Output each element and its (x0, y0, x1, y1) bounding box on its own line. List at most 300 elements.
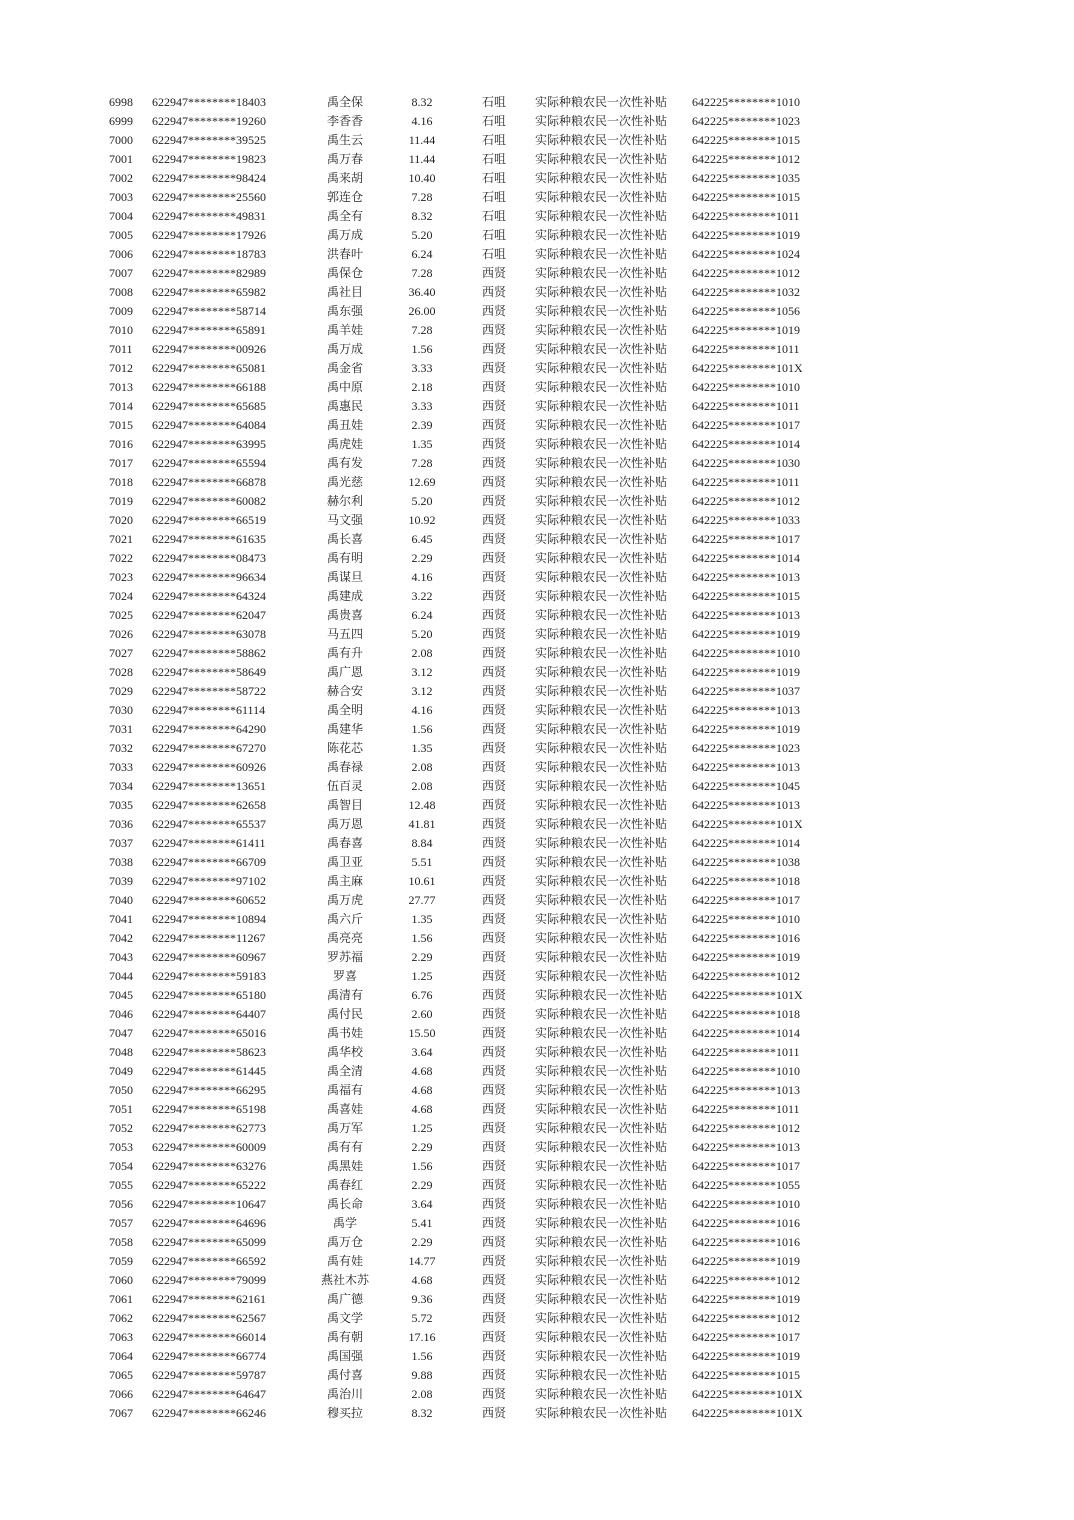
row-number: 7062 (109, 1311, 133, 1325)
subsidy-amount: 2.08 (411, 760, 433, 774)
table-row (0, 663, 1074, 682)
id-number: 642225********1033 (692, 513, 800, 527)
row-number: 7006 (109, 247, 133, 261)
row-number: 7012 (109, 361, 133, 375)
row-number: 7024 (109, 589, 133, 603)
bank-account: 622947********98424 (152, 171, 266, 185)
subsidy-amount: 5.51 (411, 855, 433, 869)
bank-account: 622947********66878 (152, 475, 266, 489)
village-name: 石咀 (482, 190, 507, 204)
table-row (0, 188, 1074, 207)
village-name: 西贤 (482, 665, 507, 679)
table-row (0, 1176, 1074, 1195)
bank-account: 622947********82989 (152, 266, 266, 280)
subsidy-item: 实际种粮农民一次性补贴 (535, 475, 668, 489)
subsidy-item: 实际种粮农民一次性补贴 (535, 513, 668, 527)
bank-account: 622947********60082 (152, 494, 266, 508)
recipient-name: 禹万成 (326, 228, 363, 242)
id-number: 642225********1019 (692, 950, 800, 964)
subsidy-amount: 4.16 (411, 114, 433, 128)
subsidy-item: 实际种粮农民一次性补贴 (535, 1007, 668, 1021)
recipient-name: 禹全有 (326, 209, 363, 223)
subsidy-item: 实际种粮农民一次性补贴 (535, 95, 668, 109)
village-name: 石咀 (482, 95, 507, 109)
subsidy-amount: 41.81 (408, 817, 436, 831)
subsidy-amount: 4.68 (411, 1273, 433, 1287)
id-number: 642225********1013 (692, 760, 800, 774)
bank-account: 622947********58862 (152, 646, 266, 660)
recipient-name: 禹金省 (326, 361, 363, 375)
id-number: 642225********1030 (692, 456, 800, 470)
subsidy-item: 实际种粮农民一次性补贴 (535, 1330, 668, 1344)
subsidy-amount: 1.35 (411, 741, 433, 755)
bank-account: 622947********49831 (152, 209, 266, 223)
table-row (0, 397, 1074, 416)
table-row (0, 1138, 1074, 1157)
row-number: 7065 (109, 1368, 133, 1382)
row-number: 7009 (109, 304, 133, 318)
table-row (0, 359, 1074, 378)
bank-account: 622947********64696 (152, 1216, 266, 1230)
village-name: 西贤 (482, 1140, 507, 1154)
village-name: 西贤 (482, 399, 507, 413)
recipient-name: 禹万仓 (326, 1235, 363, 1249)
bank-account: 622947********65222 (152, 1178, 266, 1192)
bank-account: 622947********65891 (152, 323, 266, 337)
subsidy-amount: 27.77 (408, 893, 436, 907)
subsidy-amount: 8.32 (411, 209, 433, 223)
row-number: 7039 (109, 874, 133, 888)
id-number: 642225********1010 (692, 646, 800, 660)
recipient-name: 禹主麻 (326, 874, 363, 888)
recipient-name: 禹广恩 (326, 665, 363, 679)
row-number: 7008 (109, 285, 133, 299)
id-number: 642225********1017 (692, 893, 800, 907)
subsidy-amount: 4.68 (411, 1102, 433, 1116)
subsidy-amount: 10.61 (408, 874, 436, 888)
table-row (0, 1043, 1074, 1062)
bank-account: 622947********66246 (152, 1406, 266, 1420)
subsidy-amount: 3.12 (411, 684, 433, 698)
village-name: 石咀 (482, 247, 507, 261)
recipient-name: 禹羊娃 (326, 323, 363, 337)
subsidy-item: 实际种粮农民一次性补贴 (535, 1292, 668, 1306)
village-name: 石咀 (482, 133, 507, 147)
village-name: 西贤 (482, 1235, 507, 1249)
subsidy-amount: 11.44 (408, 133, 436, 147)
subsidy-amount: 1.56 (411, 931, 433, 945)
subsidy-item: 实际种粮农民一次性补贴 (535, 494, 668, 508)
subsidy-item: 实际种粮农民一次性补贴 (535, 266, 668, 280)
subsidy-amount: 17.16 (408, 1330, 436, 1344)
row-number: 7067 (109, 1406, 133, 1420)
id-number: 642225********1019 (692, 665, 800, 679)
id-number: 642225********1010 (692, 380, 800, 394)
id-number: 642225********1013 (692, 608, 800, 622)
row-number: 7060 (109, 1273, 133, 1287)
id-number: 642225********1023 (692, 741, 800, 755)
bank-account: 622947********13651 (152, 779, 266, 793)
village-name: 西贤 (482, 513, 507, 527)
village-name: 石咀 (482, 152, 507, 166)
table-row (0, 1214, 1074, 1233)
village-name: 西贤 (482, 1178, 507, 1192)
bank-account: 622947********65180 (152, 988, 266, 1002)
bank-account: 622947********17926 (152, 228, 266, 242)
village-name: 西贤 (482, 1216, 507, 1230)
subsidy-item: 实际种粮农民一次性补贴 (535, 893, 668, 907)
subsidy-amount: 36.40 (408, 285, 436, 299)
bank-account: 622947********65537 (152, 817, 266, 831)
subsidy-item: 实际种粮农民一次性补贴 (535, 1235, 668, 1249)
bank-account: 622947********66014 (152, 1330, 266, 1344)
subsidy-amount: 2.08 (411, 1387, 433, 1401)
table-row (0, 1062, 1074, 1081)
village-name: 西贤 (482, 1007, 507, 1021)
subsidy-item: 实际种粮农民一次性补贴 (535, 665, 668, 679)
id-number: 642225********1016 (692, 931, 800, 945)
subsidy-amount: 10.40 (408, 171, 436, 185)
subsidy-amount: 2.39 (411, 418, 433, 432)
recipient-name: 禹谋旦 (326, 570, 363, 584)
row-number: 7036 (109, 817, 133, 831)
subsidy-item: 实际种粮农民一次性补贴 (535, 836, 668, 850)
row-number: 7063 (109, 1330, 133, 1344)
subsidy-item: 实际种粮农民一次性补贴 (535, 779, 668, 793)
table-row (0, 245, 1074, 264)
recipient-name: 禹东强 (326, 304, 363, 318)
id-number: 642225********1011 (692, 1102, 800, 1116)
recipient-name: 洪春叶 (326, 247, 363, 261)
table-row (0, 1328, 1074, 1347)
subsidy-amount: 6.76 (411, 988, 433, 1002)
recipient-name: 禹建华 (326, 722, 363, 736)
bank-account: 622947********65685 (152, 399, 266, 413)
row-number: 7018 (109, 475, 133, 489)
subsidy-item: 实际种粮农民一次性补贴 (535, 152, 668, 166)
subsidy-item: 实际种粮农民一次性补贴 (535, 1368, 668, 1382)
row-number: 7056 (109, 1197, 133, 1211)
table-row (0, 1024, 1074, 1043)
id-number: 642225********1014 (692, 836, 800, 850)
row-number: 7020 (109, 513, 133, 527)
row-number: 7048 (109, 1045, 133, 1059)
village-name: 西贤 (482, 836, 507, 850)
village-name: 西贤 (482, 532, 507, 546)
recipient-name: 禹建成 (326, 589, 363, 603)
row-number: 7049 (109, 1064, 133, 1078)
id-number: 642225********1014 (692, 551, 800, 565)
recipient-name: 罗苏福 (326, 950, 363, 964)
subsidy-amount: 1.35 (411, 912, 433, 926)
village-name: 西贤 (482, 779, 507, 793)
id-number: 642225********1045 (692, 779, 800, 793)
village-name: 西贤 (482, 437, 507, 451)
subsidy-item: 实际种粮农民一次性补贴 (535, 1197, 668, 1211)
recipient-name: 禹全明 (326, 703, 363, 717)
row-number: 7041 (109, 912, 133, 926)
subsidy-amount: 9.36 (411, 1292, 433, 1306)
subsidy-amount: 2.60 (411, 1007, 433, 1021)
subsidy-item: 实际种粮农民一次性补贴 (535, 855, 668, 869)
table-row (0, 568, 1074, 587)
id-number: 642225********1012 (692, 1273, 800, 1287)
subsidy-item: 实际种粮农民一次性补贴 (535, 1216, 668, 1230)
village-name: 西贤 (482, 1102, 507, 1116)
id-number: 642225********1019 (692, 1254, 800, 1268)
bank-account: 622947********63995 (152, 437, 266, 451)
subsidy-item: 实际种粮农民一次性补贴 (535, 608, 668, 622)
id-number: 642225********1038 (692, 855, 800, 869)
subsidy-amount: 1.35 (411, 437, 433, 451)
id-number: 642225********1019 (692, 228, 800, 242)
id-number: 642225********1010 (692, 912, 800, 926)
table-row (0, 625, 1074, 644)
id-number: 642225********1013 (692, 798, 800, 812)
bank-account: 622947********65081 (152, 361, 266, 375)
table-row (0, 644, 1074, 663)
table-row (0, 226, 1074, 245)
bank-account: 622947********61445 (152, 1064, 266, 1078)
table-row (0, 1366, 1074, 1385)
subsidy-amount: 8.32 (411, 1406, 433, 1420)
row-number: 7045 (109, 988, 133, 1002)
table-row (0, 739, 1074, 758)
id-number: 642225********1019 (692, 722, 800, 736)
bank-account: 622947********65982 (152, 285, 266, 299)
row-number: 7015 (109, 418, 133, 432)
subsidy-amount: 5.20 (411, 627, 433, 641)
id-number: 642225********1056 (692, 304, 800, 318)
row-number: 7053 (109, 1140, 133, 1154)
id-number: 642225********1035 (692, 171, 800, 185)
bank-account: 622947********11267 (152, 931, 266, 945)
id-number: 642225********1011 (692, 399, 800, 413)
village-name: 西贤 (482, 988, 507, 1002)
village-name: 石咀 (482, 209, 507, 223)
bank-account: 622947********62773 (152, 1121, 266, 1135)
subsidy-amount: 4.68 (411, 1083, 433, 1097)
table-row (0, 834, 1074, 853)
row-number: 7003 (109, 190, 133, 204)
village-name: 西贤 (482, 741, 507, 755)
bank-account: 622947********61114 (152, 703, 266, 717)
subsidy-item: 实际种粮农民一次性补贴 (535, 380, 668, 394)
subsidy-item: 实际种粮农民一次性补贴 (535, 1159, 668, 1173)
recipient-name: 禹喜娃 (326, 1102, 363, 1116)
village-name: 石咀 (482, 114, 507, 128)
village-name: 西贤 (482, 323, 507, 337)
bank-account: 622947********62047 (152, 608, 266, 622)
village-name: 西贤 (482, 646, 507, 660)
village-name: 西贤 (482, 703, 507, 717)
subsidy-item: 实际种粮农民一次性补贴 (535, 228, 668, 242)
bank-account: 622947********61411 (152, 836, 266, 850)
recipient-name: 禹有朝 (326, 1330, 363, 1344)
bank-account: 622947********63276 (152, 1159, 266, 1173)
village-name: 西贤 (482, 475, 507, 489)
row-number: 7054 (109, 1159, 133, 1173)
bank-account: 622947********64084 (152, 418, 266, 432)
row-number: 7027 (109, 646, 133, 660)
subsidy-amount: 7.28 (411, 266, 433, 280)
subsidy-item: 实际种粮农民一次性补贴 (535, 703, 668, 717)
subsidy-amount: 12.69 (408, 475, 436, 489)
subsidy-amount: 4.16 (411, 570, 433, 584)
bank-account: 622947********62567 (152, 1311, 266, 1325)
table-row (0, 910, 1074, 929)
subsidy-amount: 10.92 (408, 513, 436, 527)
row-number: 7014 (109, 399, 133, 413)
id-number: 642225********1015 (692, 1368, 800, 1382)
subsidy-item: 实际种粮农民一次性补贴 (535, 627, 668, 641)
subsidy-amount: 3.33 (411, 361, 433, 375)
subsidy-amount: 2.29 (411, 950, 433, 964)
row-number: 7004 (109, 209, 133, 223)
bank-account: 622947********60967 (152, 950, 266, 964)
village-name: 西贤 (482, 266, 507, 280)
subsidy-item: 实际种粮农民一次性补贴 (535, 304, 668, 318)
row-number: 7057 (109, 1216, 133, 1230)
id-number: 642225********1019 (692, 323, 800, 337)
recipient-name: 禹中原 (326, 380, 363, 394)
id-number: 642225********1017 (692, 1330, 800, 1344)
subsidy-item: 实际种粮农民一次性补贴 (535, 988, 668, 1002)
table-row (0, 853, 1074, 872)
row-number: 7064 (109, 1349, 133, 1363)
id-number: 642225********1010 (692, 95, 800, 109)
bank-account: 622947********18403 (152, 95, 266, 109)
village-name: 西贤 (482, 722, 507, 736)
row-number: 7066 (109, 1387, 133, 1401)
table-row (0, 758, 1074, 777)
village-name: 西贤 (482, 1026, 507, 1040)
subsidy-amount: 6.24 (411, 608, 433, 622)
row-number: 7038 (109, 855, 133, 869)
row-number: 7034 (109, 779, 133, 793)
id-number: 642225********1011 (692, 342, 800, 356)
subsidy-item: 实际种粮农民一次性补贴 (535, 1178, 668, 1192)
subsidy-item: 实际种粮农民一次性补贴 (535, 1387, 668, 1401)
recipient-name: 禹有发 (326, 456, 363, 470)
subsidy-item: 实际种粮农民一次性补贴 (535, 570, 668, 584)
subsidy-item: 实际种粮农民一次性补贴 (535, 817, 668, 831)
recipient-name: 禹虎娃 (326, 437, 363, 451)
subsidy-amount: 2.08 (411, 646, 433, 660)
subsidy-item: 实际种粮农民一次性补贴 (535, 342, 668, 356)
row-number: 7051 (109, 1102, 133, 1116)
id-number: 642225********1013 (692, 570, 800, 584)
subsidy-item: 实际种粮农民一次性补贴 (535, 1406, 668, 1420)
id-number: 642225********1016 (692, 1235, 800, 1249)
row-number: 7055 (109, 1178, 133, 1192)
row-number: 7037 (109, 836, 133, 850)
table-row (0, 777, 1074, 796)
bank-account: 622947********97102 (152, 874, 266, 888)
id-number: 642225********1012 (692, 152, 800, 166)
recipient-name: 赫尔利 (326, 494, 363, 508)
bank-account: 622947********10894 (152, 912, 266, 926)
table-row (0, 1252, 1074, 1271)
recipient-name: 禹六斤 (326, 912, 363, 926)
recipient-name: 禹清有 (326, 988, 363, 1002)
subsidy-amount: 2.29 (411, 551, 433, 565)
id-number: 642225********1012 (692, 1311, 800, 1325)
id-number: 642225********1015 (692, 133, 800, 147)
bank-account: 622947********65016 (152, 1026, 266, 1040)
row-number: 7013 (109, 380, 133, 394)
subsidy-amount: 9.88 (411, 1368, 433, 1382)
subsidy-amount: 3.33 (411, 399, 433, 413)
subsidy-item: 实际种粮农民一次性补贴 (535, 551, 668, 565)
bank-account: 622947********58623 (152, 1045, 266, 1059)
id-number: 642225********101X (692, 817, 803, 831)
village-name: 西贤 (482, 684, 507, 698)
row-number: 7050 (109, 1083, 133, 1097)
table-row (0, 1271, 1074, 1290)
subsidy-item: 实际种粮农民一次性补贴 (535, 798, 668, 812)
village-name: 西贤 (482, 760, 507, 774)
recipient-name: 罗喜 (332, 969, 357, 983)
subsidy-amount: 7.28 (411, 456, 433, 470)
recipient-name: 禹广德 (326, 1292, 363, 1306)
row-number: 7001 (109, 152, 133, 166)
row-number: 7047 (109, 1026, 133, 1040)
id-number: 642225********1017 (692, 532, 800, 546)
table-row (0, 815, 1074, 834)
bank-account: 622947********39525 (152, 133, 266, 147)
village-name: 西贤 (482, 380, 507, 394)
row-number: 7043 (109, 950, 133, 964)
table-row (0, 720, 1074, 739)
id-number: 642225********1010 (692, 1064, 800, 1078)
village-name: 石咀 (482, 171, 507, 185)
subsidy-item: 实际种粮农民一次性补贴 (535, 1026, 668, 1040)
id-number: 642225********1014 (692, 437, 800, 451)
subsidy-item: 实际种粮农民一次性补贴 (535, 1311, 668, 1325)
bank-account: 622947********59787 (152, 1368, 266, 1382)
village-name: 西贤 (482, 874, 507, 888)
bank-account: 622947********96634 (152, 570, 266, 584)
row-number: 7029 (109, 684, 133, 698)
subsidy-amount: 3.12 (411, 665, 433, 679)
bank-account: 622947********66592 (152, 1254, 266, 1268)
id-number: 642225********1016 (692, 1216, 800, 1230)
subsidy-amount: 2.18 (411, 380, 433, 394)
id-number: 642225********1013 (692, 1083, 800, 1097)
table-row (0, 796, 1074, 815)
row-number: 7040 (109, 893, 133, 907)
recipient-name: 禹书娃 (326, 1026, 363, 1040)
recipient-name: 禹亮亮 (326, 931, 363, 945)
recipient-name: 禹长喜 (326, 532, 363, 546)
subsidy-item: 实际种粮农民一次性补贴 (535, 931, 668, 945)
table-row (0, 1081, 1074, 1100)
recipient-name: 禹贵喜 (326, 608, 363, 622)
recipient-name: 禹黑娃 (326, 1159, 363, 1173)
subsidy-amount: 7.28 (411, 190, 433, 204)
recipient-name: 禹智目 (326, 798, 363, 812)
table-row (0, 435, 1074, 454)
village-name: 西贤 (482, 950, 507, 964)
subsidy-amount: 2.29 (411, 1235, 433, 1249)
bank-account: 622947********25560 (152, 190, 266, 204)
row-number: 7000 (109, 133, 133, 147)
table-row (0, 1309, 1074, 1328)
table-row (0, 169, 1074, 188)
table-row (0, 530, 1074, 549)
bank-account: 622947********63078 (152, 627, 266, 641)
